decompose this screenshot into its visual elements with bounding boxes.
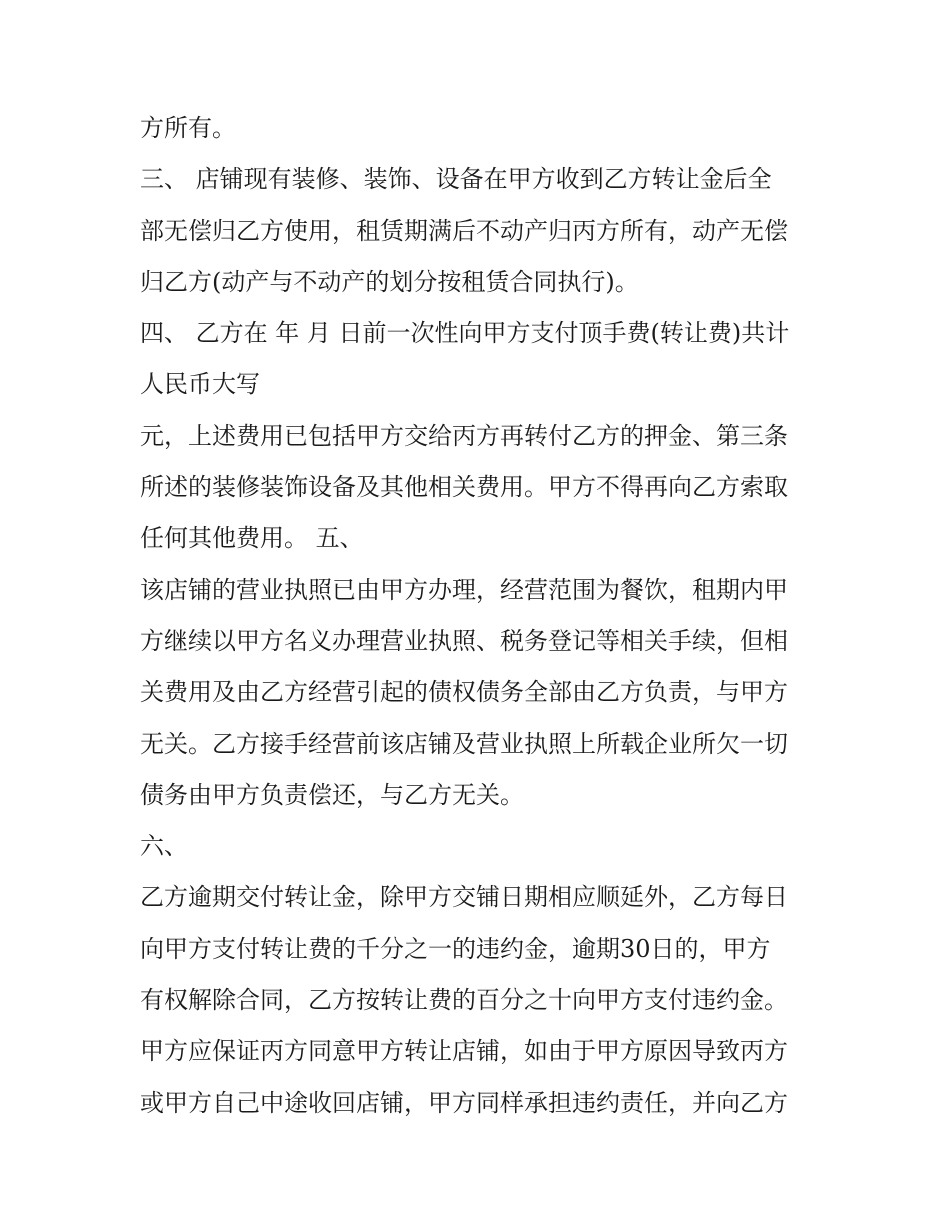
text-line: 乙方逾期交付转让金，除甲方交铺日期相应顺延外，乙方每日 [140,883,788,912]
text-line: 人民币大写 [140,370,260,399]
text-line: 方继续以甲方名义办理营业执照、税务登记等相关手续，但相 [140,626,788,655]
text-line: 或甲方自己中途收回店铺，甲方同样承担违约责任，并向乙方 [140,1088,788,1117]
text-line: 元，上述费用已包括甲方交给丙方再转付乙方的押金、第三条 [140,421,788,450]
text-line: 部无偿归乙方使用，租赁期满后不动产归丙方所有，动产无偿 [140,216,788,245]
text-line: 有权解除合同，乙方按转让费的百分之十向甲方支付违约金。 [140,986,788,1015]
text-line: 方所有。 [140,114,236,142]
text-line: 债务由甲方负责偿还，与乙方无关。 [140,780,524,809]
document-body [140,109,820,1135]
text-line: 任何其他费用。 五、 [140,524,364,553]
text-line: 向甲方支付转让费的千分之一的违约金，逾期30日的，甲方 [140,934,771,963]
text-line: 所述的装修装饰设备及其他相关费用。甲方不得再向乙方索取 [140,473,788,502]
text-line: 该店铺的营业执照已由甲方办理，经营范围为餐饮，租期内甲 [140,575,788,604]
text-line: 归乙方(动产与不动产的划分按租赁合同执行)。 [140,267,639,296]
text-line: 关费用及由乙方经营引起的债权债务全部由乙方负责，与甲方 [140,678,788,707]
text-line: 四、 乙方在 年 月 日前一次性向甲方支付顶手费(转让费)共计 [140,319,790,348]
text-line: 六、 [140,832,188,861]
text-line: 无关。乙方接手经营前该店铺及营业执照上所载企业所欠一切 [140,729,788,758]
text-line: 三、 店铺现有装修、装饰、设备在甲方收到乙方转让金后全 [140,165,772,194]
text-line: 甲方应保证丙方同意甲方转让店铺，如由于甲方原因导致丙方 [140,1037,788,1066]
